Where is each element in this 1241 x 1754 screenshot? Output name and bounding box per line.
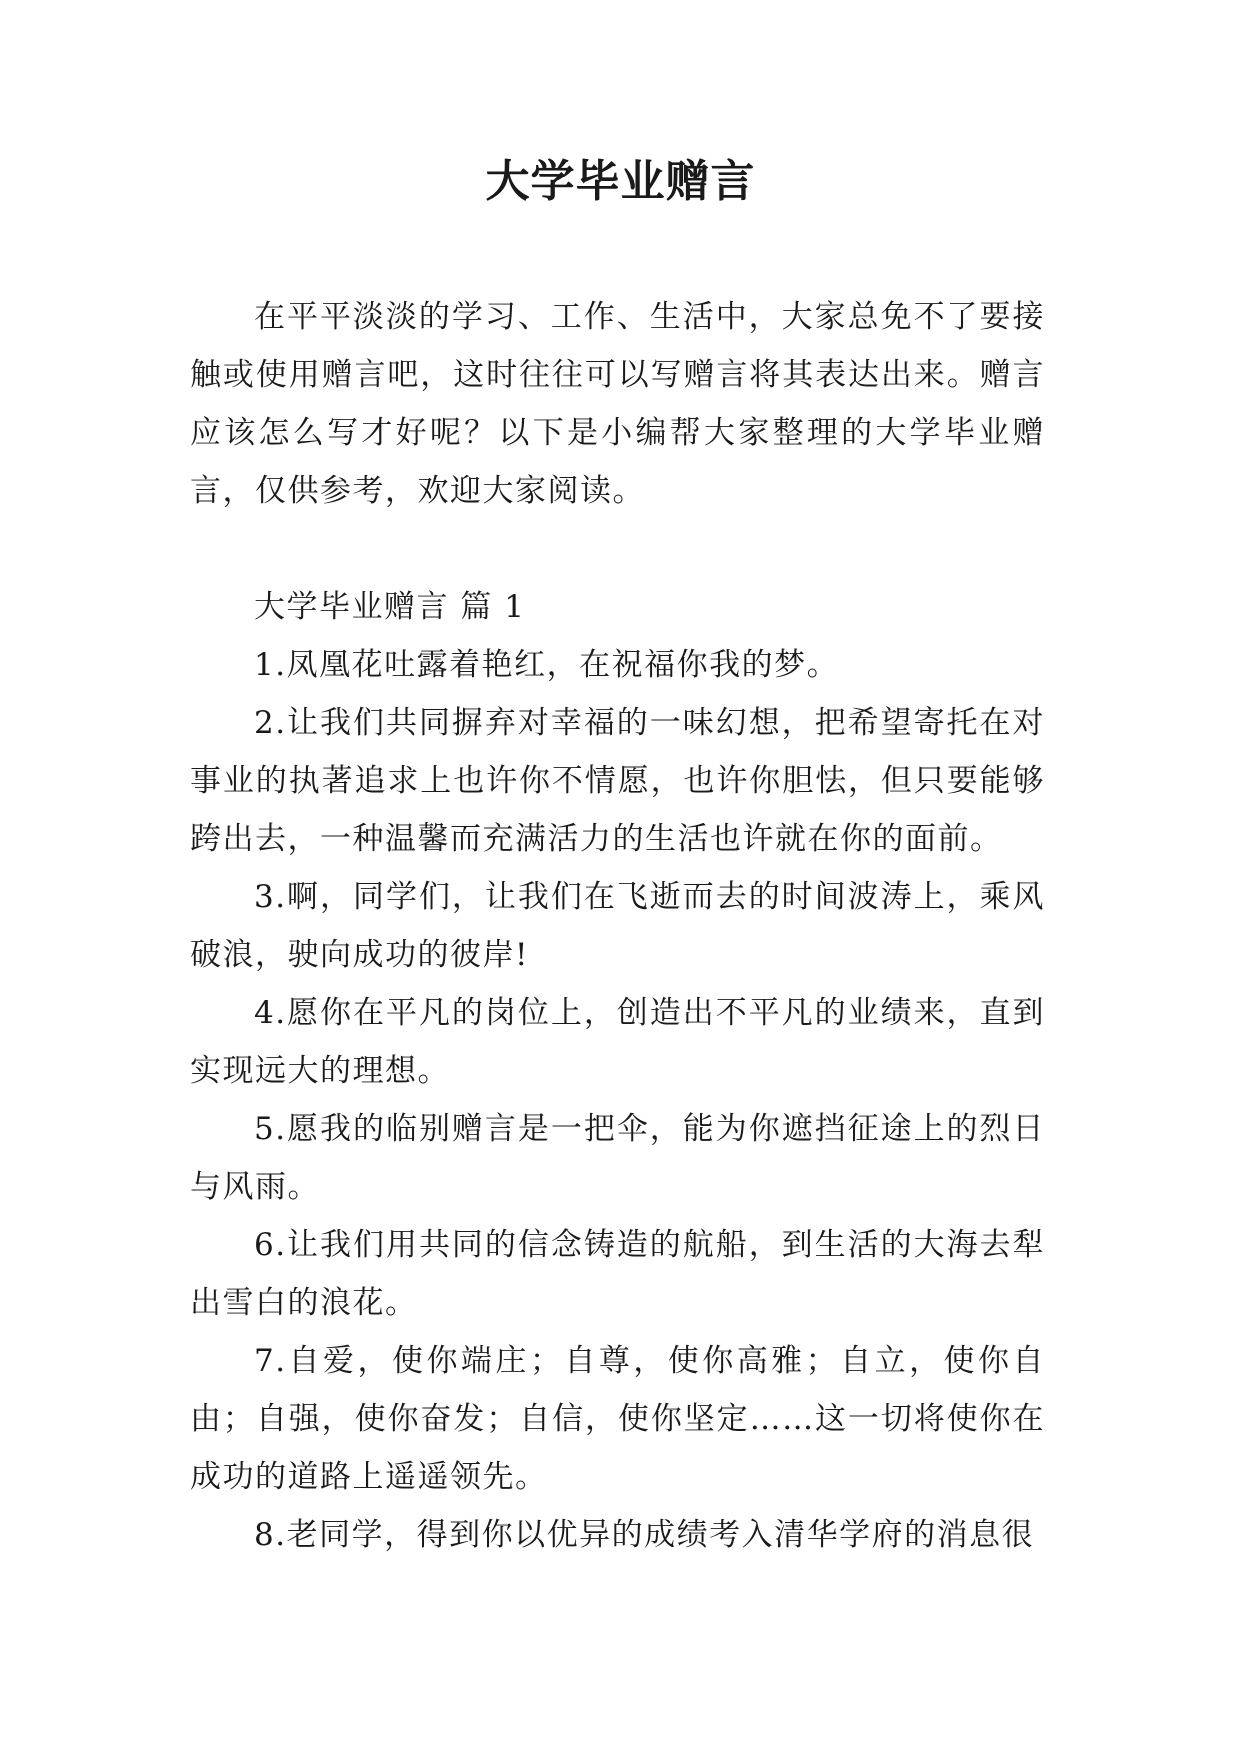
list-item: 8.老同学，得到你以优异的成绩考入清华学府的消息很 bbox=[254, 1517, 1035, 1553]
document-body bbox=[190, 288, 1045, 1564]
list-item: 4.愿你在平凡的岗位上，创造出不平凡的业绩来，直到实现远大的理想。 bbox=[190, 995, 1045, 1089]
list-item: 5.愿我的临别赠言是一把伞，能为你遮挡征途上的烈日与风雨。 bbox=[190, 1111, 1045, 1205]
list-item: 7.自爱，使你端庄；自尊，使你高雅；自立，使你自由；自强，使你奋发；自信，使你坚定……这一切将使你在成功的道路上遥遥领先。 bbox=[190, 1343, 1045, 1495]
intro-paragraph: 在平平淡淡的学习、工作、生活中，大家总免不了要接触或使用赠言吧，这时往往可以写赠言将其表达出来。赠言应该怎么写才好呢？以下是小编帮大家整理的大学毕业赠言，仅供参考，欢迎大家阅读。 bbox=[190, 299, 1045, 509]
list-item: 1.凤凰花吐露着艳红，在祝福你我的梦。 bbox=[254, 647, 840, 683]
document-title: 大学毕业赠言 bbox=[485, 156, 756, 207]
list-item: 2.让我们共同摒弃对幸福的一味幻想，把希望寄托在对事业的执著追求上也许你不情愿，也许你胆怯，但只要能够跨出去，一种温馨而充满活力的生活也许就在你的面前。 bbox=[190, 705, 1045, 857]
section-heading: 大学毕业赠言 篇 1 bbox=[254, 589, 526, 625]
list-item: 6.让我们用共同的信念铸造的航船，到生活的大海去犁出雪白的浪花。 bbox=[190, 1227, 1045, 1321]
list-item: 3.啊，同学们，让我们在飞逝而去的时间波涛上，乘风破浪，驶向成功的彼岸! bbox=[190, 879, 1045, 973]
